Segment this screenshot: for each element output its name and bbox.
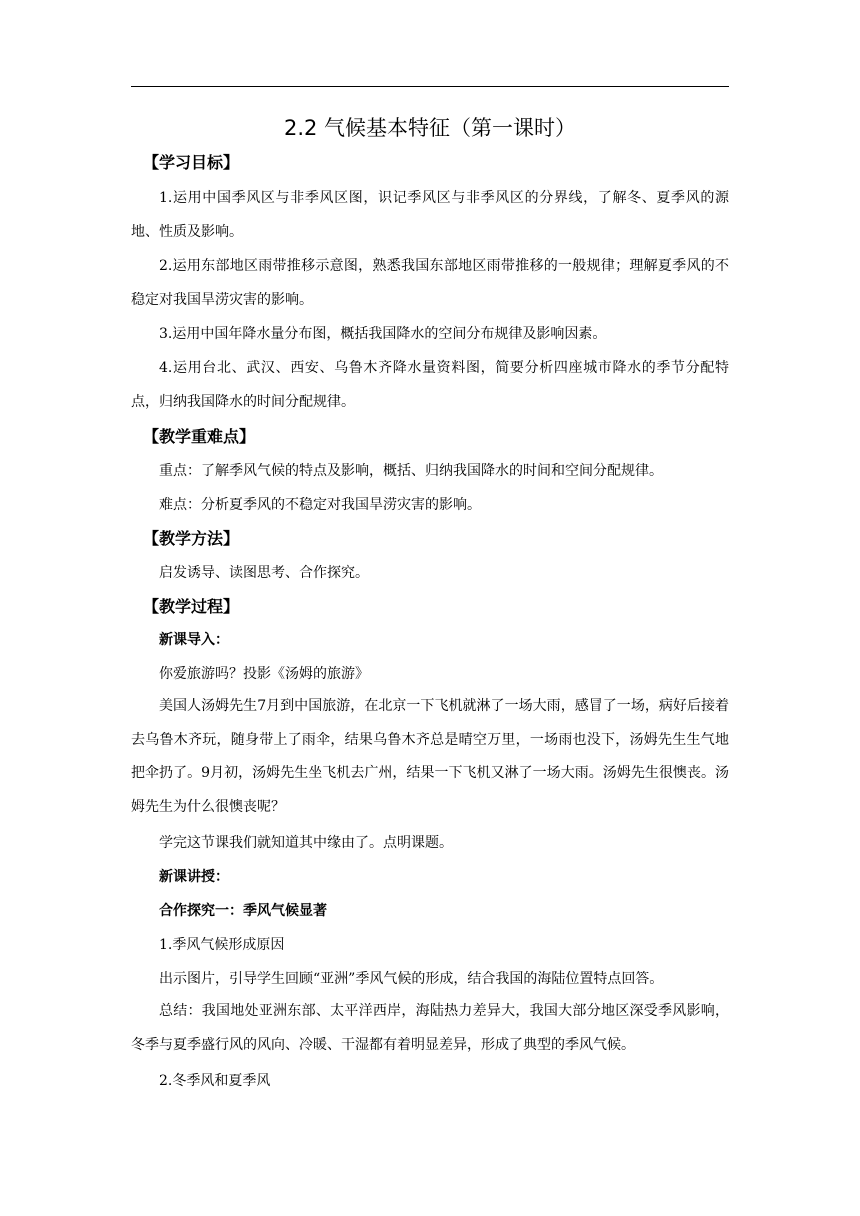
inquiry-label: 合作探究一：季风气候显著 bbox=[159, 903, 327, 919]
subtopic-monsoons: 2.冬季风和夏季风 bbox=[159, 1073, 271, 1089]
methods-heading: 【教学方法】 bbox=[143, 529, 240, 548]
key-points-heading: 【教学重难点】 bbox=[143, 427, 256, 446]
summary-paragraph: 总结：我国地处亚洲东部、太平洋西岸，海陆热力差异大，我国大部分地区深受季风影响，冬季与夏季盛行风的风向、冷暖、干湿都有着明显差异，形成了典型的季风气候。 bbox=[131, 1003, 729, 1053]
instruction-text: 出示图片，引导学生回顾“亚洲”季风气候的形成，结合我国的海陆位置特点回答。 bbox=[159, 971, 664, 987]
methods-text: 启发诱导、读图思考、合作探究。 bbox=[159, 565, 369, 581]
objective-item-2: 2.运用东部地区雨带推移示意图，熟悉我国东部地区雨带推移的一般规律；理解夏季风的不稳定对我国旱涝灾害的影响。 bbox=[131, 258, 729, 308]
story-paragraph: 美国人汤姆先生7月到中国旅游，在北京一下飞机就淋了一场大雨，感冒了一场，病好后接着去乌鲁木齐玩，随身带上了雨伞，结果乌鲁木齐总是晴空万里，一场雨也没下，汤姆先生生气地把伞扔了。9月初，汤姆先生坐飞机去广州，结果一下飞机又淋了一场大雨。汤姆先生很懊丧。汤姆先生为什么很懊丧呢？ bbox=[131, 698, 729, 815]
story-close: 学完这节课我们就知道其中缘由了。点明课题。 bbox=[159, 835, 453, 851]
intro-label: 新课导入： bbox=[159, 632, 229, 648]
objectives-heading: 【学习目标】 bbox=[143, 153, 240, 172]
process-heading: 【教学过程】 bbox=[143, 597, 240, 616]
intro-question: 你爱旅游吗？投影《汤姆的旅游》 bbox=[159, 666, 369, 682]
subtopic-formation: 1.季风气候形成原因 bbox=[159, 937, 285, 953]
objective-item-4: 4.运用台北、武汉、西安、乌鲁木齐降水量资料图，简要分析四座城市降水的季节分配特点，归纳我国降水的时间分配规律。 bbox=[131, 360, 729, 410]
objective-item-3: 3.运用中国年降水量分布图，概括我国降水的空间分布规律及影响因素。 bbox=[159, 326, 607, 342]
objective-item-1: 1.运用中国季风区与非季风区图，识记季风区与非季风区的分界线，了解冬、夏季风的源地、性质及影响。 bbox=[131, 190, 729, 240]
header-rule bbox=[131, 86, 729, 87]
key-point-difficulty: 难点：分析夏季风的不稳定对我国旱涝灾害的影响。 bbox=[159, 497, 481, 513]
lecture-label: 新课讲授： bbox=[159, 869, 229, 885]
document-title: 2.2 气候基本特征（第一课时） bbox=[283, 116, 577, 140]
key-point-focus: 重点：了解季风气候的特点及影响，概括、归纳我国降水的时间和空间分配规律。 bbox=[159, 463, 663, 479]
